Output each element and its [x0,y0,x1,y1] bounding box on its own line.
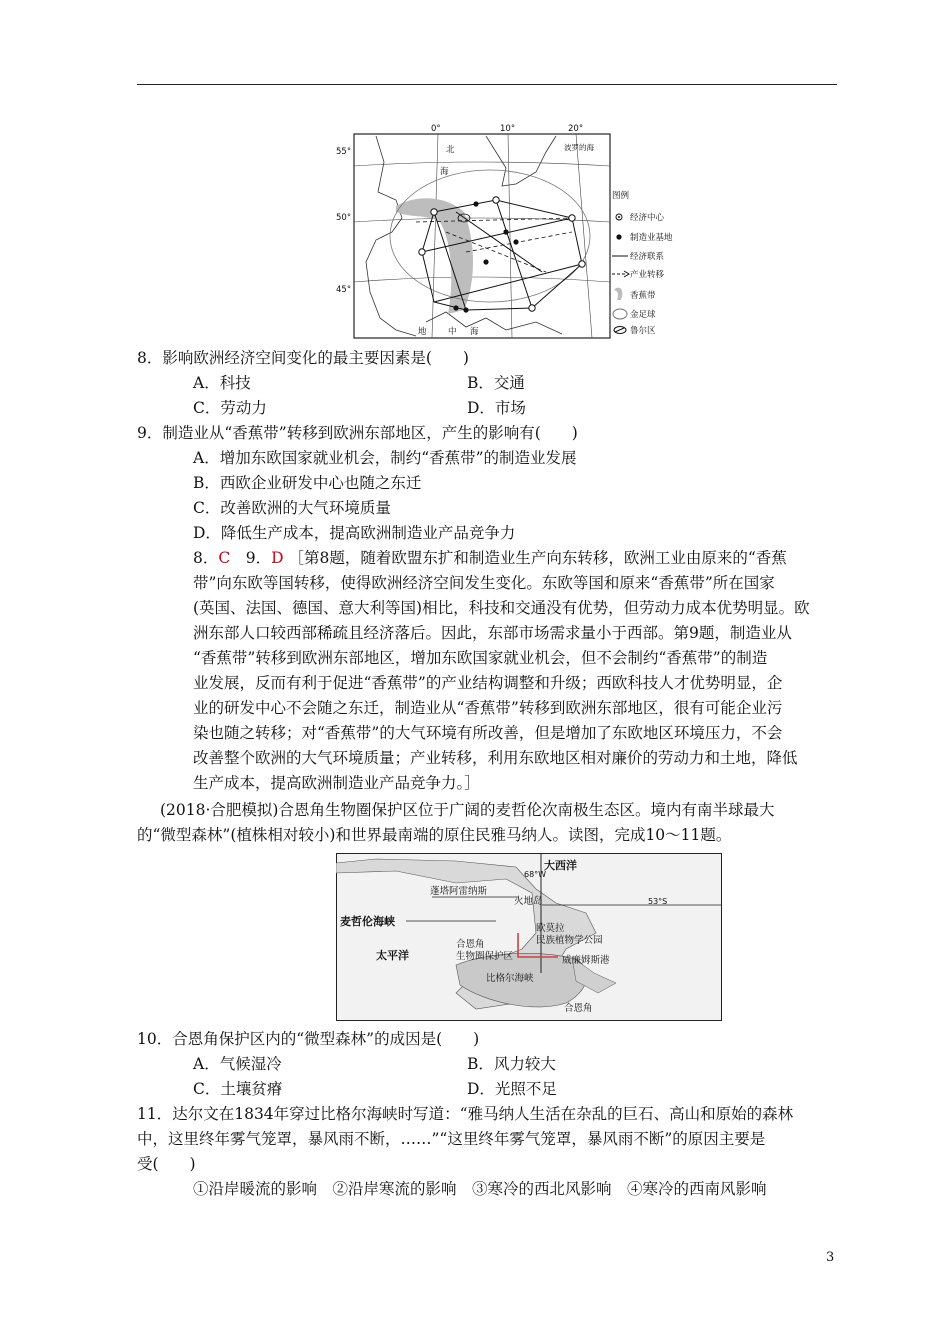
sea-med-2: 中 [448,327,457,337]
q9-option-c: C．改善欧洲的大气环境质量 [193,499,391,517]
explanation-line: 业发展，反而有利于促进“香蕉带”的产业结构调整和升级；西欧科技人才优势明显，企 [193,674,783,692]
explanation-line: 洲东部人口较西部稀疏且经济落后。因此，东部市场需求量小于西部。第9题，制造业从 [193,624,792,642]
legend-golden-ball: 金足球 [630,310,656,320]
explanation-line: “香蕉带”转移到欧洲东部地区，增加东欧国家就业机会，但不会制约“香蕉带”的制造 [193,649,768,667]
answer-line-0 [193,548,787,568]
ethnobotanical-park-label: 民族植物学公园 [536,935,603,946]
q10-option-d: D．光照不足 [467,1080,557,1098]
sea-med-1: 地 [418,327,427,337]
explanation-line: 染也随之转移；对“香蕉带”的大气环境有所改善，但是增加了东欧地区环境压力，不会 [193,724,783,742]
lat-53s-label: 53°S [648,897,668,906]
q9-stem: 9．制造业从“香蕉带”转移到欧洲东部地区，产生的影响有( ) [137,424,578,442]
lat-50: 50° [336,213,352,223]
legend-ruhr: 鲁尔区 [630,326,656,334]
explanation-line: (英国、法国、德国、意大利等国)相比，科技和交通没有优势，但劳动力成本优势明显。欧 [193,599,810,617]
cape-horn-reserve-label-1: 合恩角 [456,939,485,950]
q9-option-d: D．降低生产成本，提高欧洲制造业产品竞争力 [193,524,516,542]
europe-map-legend [612,188,702,334]
q10-option-c: C．土壤贫瘠 [193,1080,283,1098]
sea-north-2: 海 [440,167,449,177]
q10-option-a: A．气候湿冷 [193,1055,282,1073]
q10-stem: 10．合恩角保护区内的“微型森林”的成因是( ) [137,1030,480,1048]
q9-option-a: A．增加东欧国家就业机会，制约“香蕉带”的制造业发展 [193,449,577,467]
q11-stem-line-1: 11．达尔文在1834年穿过比格尔海峡时写道：“雅马纳人生活在杂乱的巨石、高山和原始的森林 [137,1105,794,1123]
header-rule [137,84,837,85]
atlantic-label: 大西洋 [544,859,577,872]
legend-manufacturing-base: 制造业基地 [630,233,673,243]
answer-8: C [218,549,231,567]
beagle-channel-label: 比格尔海峡 [486,973,534,984]
lon-0: 0° [431,124,441,134]
q11-stem-line-3: 受( ) [137,1155,196,1173]
lon-10: 10° [500,124,516,134]
explanation-line: 带”向东欧等国转移，使得欧洲经济空间发生变化。东欧等国和原来“香蕉带”所在国家 [193,574,775,592]
legend-economic-link: 经济联系 [630,252,665,262]
omora-label: 欧莫拉 [536,923,565,934]
punta-arenas-label: 蓬塔阿雷纳斯 [430,886,488,897]
lon-68w-label: 68°W [524,870,547,879]
sea-med-3: 海 [470,327,479,337]
q8-option-b: B．交通 [467,374,525,392]
answer-9: D [271,549,284,567]
magellan-strait-label: 麦哲伦海峡 [340,915,395,928]
page-number: 3 [826,1250,835,1265]
cape-horn-label: 合恩角 [564,1003,593,1014]
legend-industry-transfer: 产业转移 [630,270,665,280]
cape-horn-reserve-label-2: 生物圈保护区 [456,951,514,962]
tierra-del-fuego-label: 火地岛 [514,896,543,907]
legend-banana-belt: 香蕉带 [630,291,656,301]
q10-option-b: B．风力较大 [467,1055,556,1073]
answer-prefix-8: 8． [193,549,219,567]
q8-option-a: A．科技 [193,374,251,392]
intro-line: 的“微型森林”(植株相对较小)和世界最南端的原住民雅马纳人。读图，完成10～11题。 [137,826,732,844]
pacific-label: 太平洋 [376,949,409,962]
legend-title: 图例 [612,191,630,201]
sea-baltic: 波罗的海 [564,143,594,152]
q8-option-c: C．劳动力 [193,399,267,417]
q8-stem: 8．影响欧洲经济空间变化的最主要因素是( ) [137,349,469,367]
intro-line: (2018·合肥模拟)合恩角生物圈保护区位于广阔的麦哲伦次南极生态区。境内有南半球最大 [160,801,775,819]
lat-55: 55° [336,147,352,157]
explanation-line: ［第8题，随着欧盟东扩和制造业生产向东转移，欧洲工业由原来的“香蕉 [288,549,787,567]
europe-economy-map [336,122,613,342]
puerto-williams-label: 威廉姆斯港 [562,955,610,966]
answer-prefix-9: 9． [230,549,272,567]
q8-option-d: D．市场 [467,399,526,417]
lat-45: 45° [336,285,352,295]
lon-20: 20° [568,124,584,134]
explanation-line: 业的研发中心不会随之东迁，制造业从“香蕉带”转移到欧洲东部地区，很有可能企业污 [193,699,783,717]
q11-stem-line-2: 中，这里终年雾气笼罩，暴风雨不断，……”“这里终年雾气笼罩，暴风雨不断”的原因主要是 [137,1130,766,1148]
q11-options: ①沿岸暖流的影响 ②沿岸寒流的影响 ③寒冷的西北风影响 ④寒冷的西南风影响 [193,1180,767,1198]
legend-economic-center: 经济中心 [630,213,665,223]
explanation-line: 改善整个欧洲的大气环境质量；产业转移，利用东欧地区相对廉价的劳动力和土地，降低 [193,749,798,767]
q9-option-b: B．西欧企业研发中心也随之东迁 [193,474,422,492]
sea-north-1: 北 [446,145,455,155]
explanation-line: 生产成本，提高欧洲制造业产品竞争力。］ [193,774,480,792]
cape-horn-map [336,853,722,1021]
